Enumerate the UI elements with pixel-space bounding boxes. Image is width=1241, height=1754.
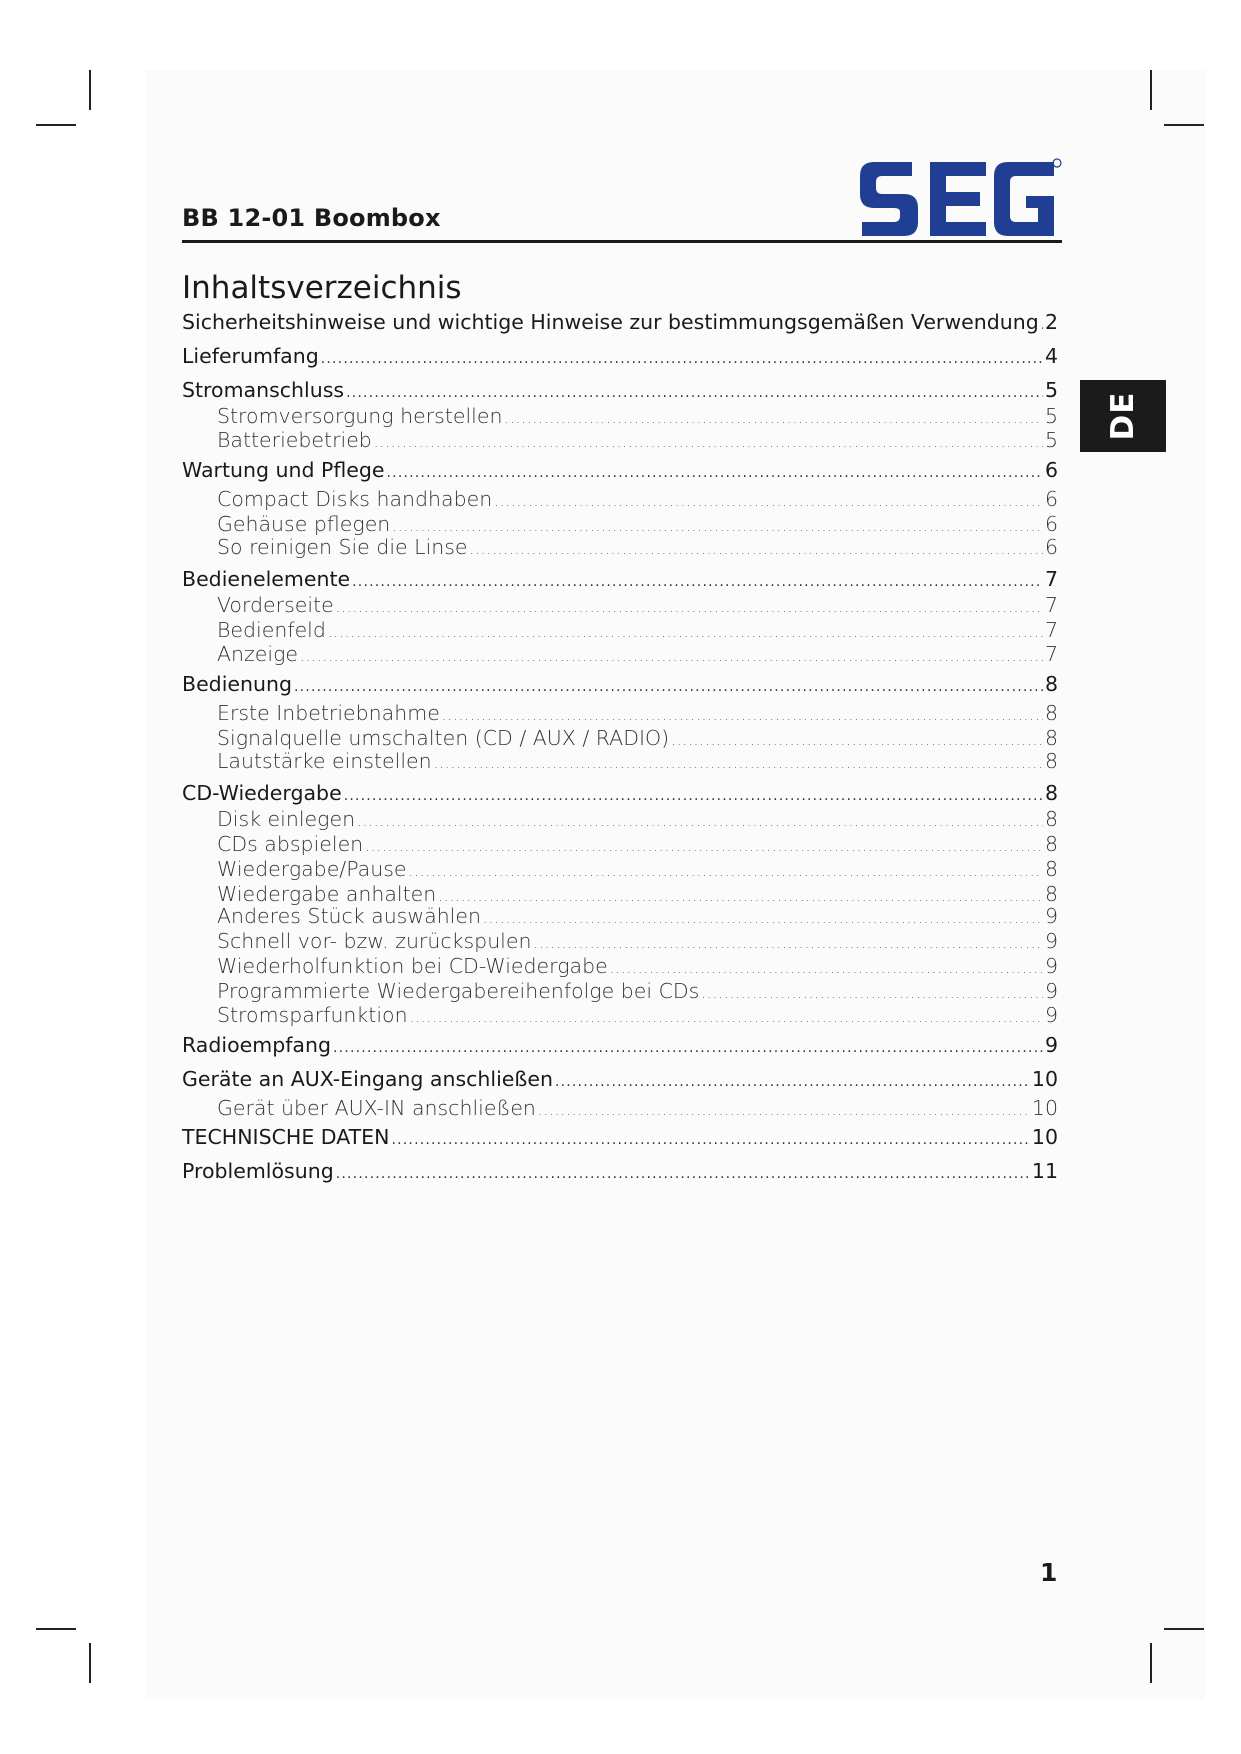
toc-subentry[interactable] — [182, 954, 1058, 978]
language-tab — [1080, 380, 1166, 452]
toc-subentry[interactable] — [182, 618, 1058, 642]
toc-entry-title: Signalquelle umschalten (CD / AUX / RADIO) — [217, 726, 670, 750]
toc-entry-title: Anderes Stück auswählen — [217, 904, 481, 928]
toc-leader-dots — [336, 1166, 1030, 1182]
toc-entry-page: 2 — [1044, 310, 1058, 334]
toc-leader-dots — [470, 542, 1043, 558]
toc-subentry[interactable] — [182, 593, 1058, 617]
toc-subentry[interactable] — [182, 428, 1058, 452]
toc-leader-dots — [392, 519, 1043, 535]
seg-logo — [858, 156, 1062, 244]
toc-leader-dots — [294, 679, 1043, 695]
toc-entry-title: TECHNISCHE DATEN — [182, 1125, 390, 1149]
toc-entry-page: 6 — [1044, 487, 1058, 511]
toc-entry-page: 4 — [1044, 344, 1058, 368]
toc-entry-title: So reinigen Sie die Linse — [217, 535, 468, 559]
toc-entry-page: 8 — [1044, 781, 1058, 805]
toc-leader-dots — [336, 600, 1043, 616]
crop-mark — [36, 1628, 76, 1630]
toc-entry-title: Bedienfeld — [217, 618, 326, 642]
toc-entry-page: 8 — [1044, 672, 1058, 696]
toc-entry[interactable] — [182, 310, 1058, 334]
toc-subentry[interactable] — [182, 1003, 1058, 1027]
toc-subentry[interactable] — [182, 535, 1058, 559]
toc-entry-page: 8 — [1044, 857, 1058, 881]
toc-entry-page: 8 — [1044, 807, 1058, 831]
toc-leader-dots — [671, 733, 1043, 749]
toc-subentry[interactable] — [182, 904, 1058, 928]
toc-entry[interactable] — [182, 1033, 1058, 1057]
toc-subentry[interactable] — [182, 832, 1058, 856]
toc-leader-dots — [391, 1132, 1029, 1148]
toc-entry-page: 10 — [1031, 1125, 1058, 1149]
toc-entry[interactable] — [182, 344, 1058, 368]
toc-entry-title: Compact Disks handhaben — [217, 487, 493, 511]
toc-entry-title: Gehäuse pflegen — [217, 512, 391, 536]
toc-leader-dots — [333, 1040, 1043, 1056]
toc-entry-page: 7 — [1044, 593, 1058, 617]
toc-leader-dots — [701, 986, 1043, 1002]
toc-entry-title: Wiedergabe anhalten — [217, 882, 437, 906]
toc-entry-page: 9 — [1044, 979, 1058, 1003]
toc-entry-page: 9 — [1044, 904, 1058, 928]
toc-entry-page: 6 — [1044, 512, 1058, 536]
toc-entry-title: Lautstärke einstellen — [217, 749, 432, 773]
toc-subentry[interactable] — [182, 487, 1058, 511]
toc-entry-title: Erste Inbetriebnahme — [217, 701, 440, 725]
toc-entry-page: 9 — [1044, 1033, 1058, 1057]
toc-entry-title: Anzeige — [217, 642, 298, 666]
toc-subentry[interactable] — [182, 749, 1058, 773]
crop-mark — [1150, 70, 1152, 110]
toc-leader-dots — [374, 435, 1043, 451]
toc-entry-page: 6 — [1044, 458, 1058, 482]
toc-entry-title: Disk einlegen — [217, 807, 356, 831]
crop-mark — [1164, 124, 1204, 126]
toc-entry-title: CDs abspielen — [217, 832, 364, 856]
toc-leader-dots — [534, 936, 1043, 952]
toc-leader-dots — [409, 864, 1043, 880]
toc-entry-title: Wiederholfunktion bei CD-Wiedergabe — [217, 954, 608, 978]
toc-leader-dots — [300, 649, 1043, 665]
toc-leader-dots — [344, 788, 1043, 804]
toc-subentry[interactable] — [182, 807, 1058, 831]
toc-leader-dots — [434, 756, 1043, 772]
toc-entry-title: Radioempfang — [182, 1033, 331, 1057]
toc-entry-page: 8 — [1044, 749, 1058, 773]
toc-leader-dots — [438, 889, 1043, 905]
toc-entry[interactable] — [182, 378, 1058, 402]
toc-entry[interactable] — [182, 1125, 1058, 1149]
toc-leader-dots — [352, 574, 1043, 590]
toc-subentry[interactable] — [182, 701, 1058, 725]
toc-entry-title: Bedienelemente — [182, 567, 351, 591]
toc-entry-page: 11 — [1031, 1159, 1058, 1183]
toc-entry-page: 7 — [1044, 618, 1058, 642]
toc-entry-page: 8 — [1044, 726, 1058, 750]
toc-entry-page: 8 — [1044, 701, 1058, 725]
toc-entry[interactable] — [182, 458, 1058, 482]
toc-subentry[interactable] — [182, 642, 1058, 666]
toc-leader-dots — [328, 625, 1043, 641]
toc-entry-title: Geräte an AUX-Eingang anschließen — [182, 1067, 553, 1091]
toc-entry-title: Problemlösung — [182, 1159, 334, 1183]
toc-leader-dots — [410, 1010, 1043, 1026]
toc-leader-dots — [494, 494, 1043, 510]
toc-leader-dots — [442, 708, 1043, 724]
toc-entry[interactable] — [182, 1159, 1058, 1183]
toc-leader-dots — [610, 961, 1043, 977]
toc-entry-page: 7 — [1044, 642, 1058, 666]
toc-entry[interactable] — [182, 672, 1058, 696]
toc-leader-dots — [321, 351, 1043, 367]
header-rule — [182, 240, 1062, 243]
toc-heading: Inhaltsverzeichnis — [182, 270, 462, 306]
crop-mark — [1150, 1643, 1152, 1683]
crop-mark — [36, 124, 76, 126]
toc-entry-page: 9 — [1044, 929, 1058, 953]
toc-entry-title: Stromversorgung herstellen — [217, 404, 503, 428]
toc-entry-title: Schnell vor- bzw. zurückspulen — [217, 929, 532, 953]
toc-subentry[interactable] — [182, 1096, 1058, 1120]
toc-entry-page: 5 — [1044, 428, 1058, 452]
toc-entry-page: 9 — [1044, 954, 1058, 978]
toc-leader-dots — [1041, 317, 1043, 333]
toc-entry[interactable] — [182, 1067, 1058, 1091]
toc-entry-page: 5 — [1044, 404, 1058, 428]
toc-subentry[interactable] — [182, 929, 1058, 953]
toc-entry-title: Stromsparfunktion — [217, 1003, 408, 1027]
toc-leader-dots — [357, 814, 1043, 830]
toc-entry-title: Vorderseite — [217, 593, 334, 617]
toc-subentry[interactable] — [182, 726, 1058, 750]
toc-leader-dots — [538, 1103, 1030, 1119]
toc-entry-page: 8 — [1044, 882, 1058, 906]
toc-entry-title: Wartung und Pflege — [182, 458, 385, 482]
toc-leader-dots — [346, 385, 1043, 401]
language-tab-label: DE — [1105, 391, 1141, 441]
crop-mark — [89, 1643, 91, 1683]
crop-mark — [1164, 1628, 1204, 1630]
toc-entry-title: Stromanschluss — [182, 378, 345, 402]
toc-entry-title: Batteriebetrieb — [217, 428, 372, 452]
toc-entry-page: 5 — [1044, 378, 1058, 402]
toc-entry-title: Programmierte Wiedergabereihenfolge bei CDs — [217, 979, 700, 1003]
toc-entry-page: 9 — [1044, 1003, 1058, 1027]
toc-subentry[interactable] — [182, 404, 1058, 428]
toc-leader-dots — [387, 465, 1043, 481]
toc-entry[interactable] — [182, 781, 1058, 805]
toc-entry-title: Gerät über AUX-IN anschließen — [217, 1096, 536, 1120]
toc-leader-dots — [365, 839, 1043, 855]
page-number: 1 — [1040, 1558, 1058, 1587]
toc-entry-page: 6 — [1044, 535, 1058, 559]
toc-entry-page: 10 — [1031, 1096, 1058, 1120]
toc-entry[interactable] — [182, 567, 1058, 591]
toc-subentry[interactable] — [182, 882, 1058, 906]
document-title: BB 12-01 Boombox — [182, 204, 441, 232]
toc-entry-title: CD-Wiedergabe — [182, 781, 342, 805]
toc-entry-page: 10 — [1031, 1067, 1058, 1091]
toc-entry-title: Bedienung — [182, 672, 292, 696]
toc-entry-title: Sicherheitshinweise und wichtige Hinweise zur bestimmungsgemäßen Verwendung — [182, 310, 1039, 334]
toc-entry-page: 8 — [1044, 832, 1058, 856]
toc-subentry[interactable] — [182, 512, 1058, 536]
toc-leader-dots — [504, 411, 1042, 427]
toc-entry-title: Wiedergabe/Pause — [217, 857, 407, 881]
toc-entry-page: 7 — [1044, 567, 1058, 591]
toc-leader-dots — [483, 911, 1043, 927]
toc-subentry[interactable] — [182, 979, 1058, 1003]
crop-mark — [89, 70, 91, 110]
toc-entry-title: Lieferumfang — [182, 344, 319, 368]
toc-subentry[interactable] — [182, 857, 1058, 881]
toc-leader-dots — [555, 1074, 1030, 1090]
